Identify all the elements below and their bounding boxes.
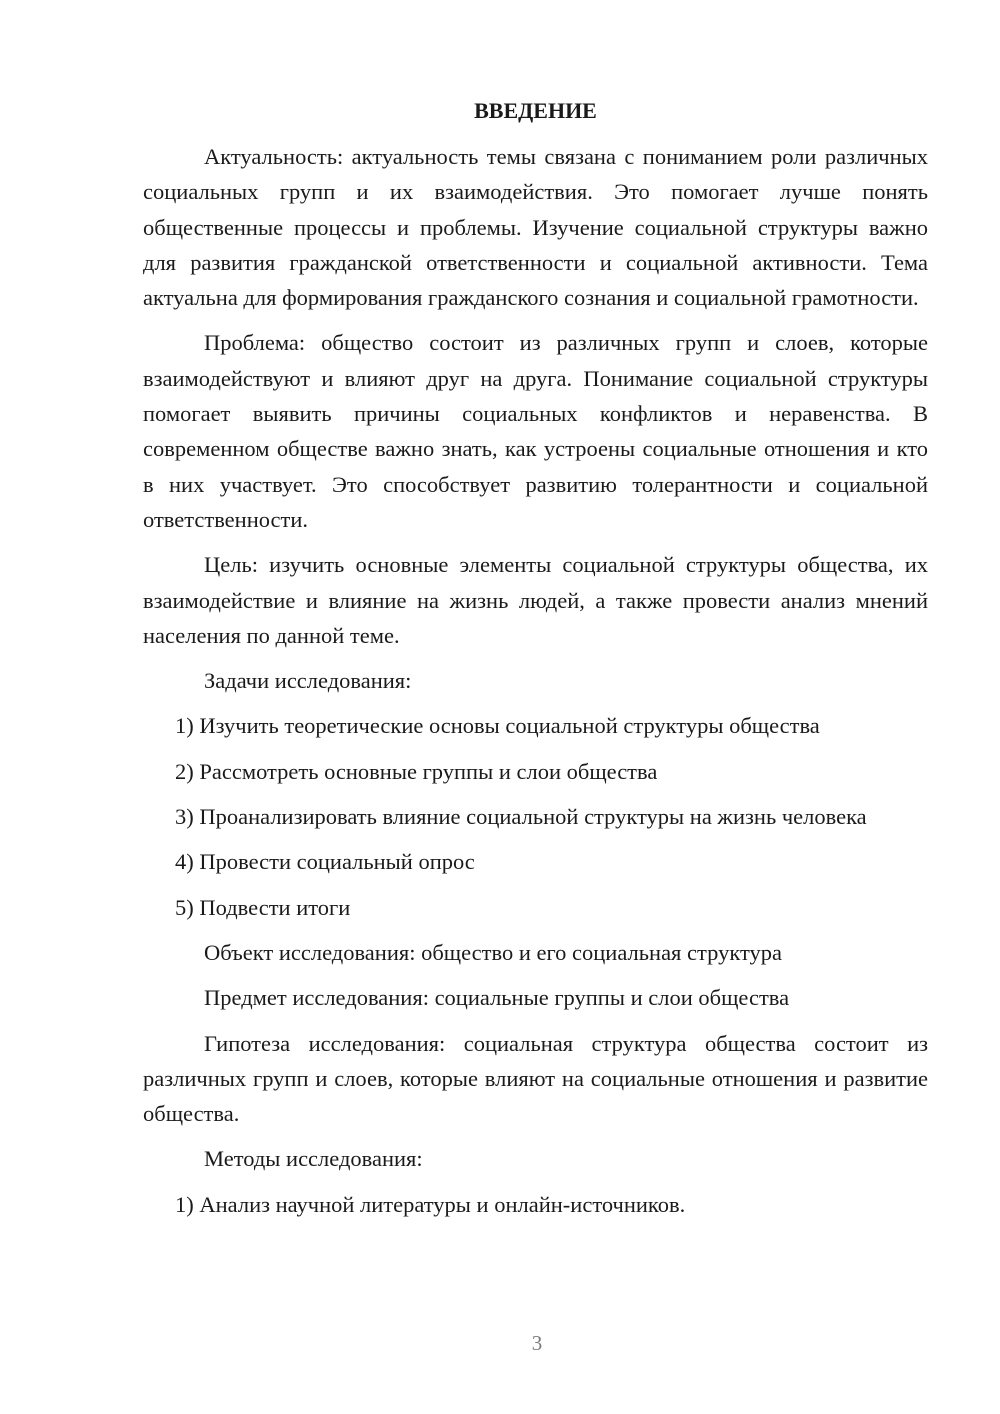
- task-item: 3) Проанализировать влияние социальной структуры на жизнь человека: [175, 804, 867, 830]
- relevance-paragraph: Актуальность: актуальность темы связана с пониманием роли различных социальных групп и их взаимодействия. Это помогает лучше понять общественные процессы и проблемы. Изучение социальной структуры важно для развития гражданской ответственности и социальной активности. Тема актуальна для формирования гражданского сознания и социальной грамотности.: [143, 144, 928, 311]
- task-item: 2) Рассмотреть основные группы и слои общества: [175, 758, 658, 784]
- section-title: ВВЕДЕНИЕ: [474, 98, 597, 123]
- method-item: 1) Анализ научной литературы и онлайн-источников.: [175, 1191, 686, 1217]
- hypothesis-paragraph: Гипотеза исследования: социальная структура общества состоит из различных групп и слоев, которые влияют на социальные отношения и развитие общества.: [143, 1030, 928, 1127]
- object-paragraph: Объект исследования: общество и его социальная структура: [204, 939, 782, 965]
- task-item: 5) Подвести итоги: [175, 894, 351, 920]
- tasks-heading: Задачи исследования:: [204, 668, 412, 694]
- goal-paragraph: Цель: изучить основные элементы социальной структуры общества, их взаимодействие и влияние на жизнь людей, а также провести анализ мнений населения по данной теме.: [143, 552, 928, 648]
- subject-paragraph: Предмет исследования: социальные группы и слои общества: [204, 985, 790, 1011]
- problem-paragraph: Проблема: общество состоит из различных групп и слоев, которые взаимодействуют и влияют друг на друга. Понимание социальной структуры помогает выявить причины социальных конфликтов и неравенства. В современном обществе важно знать, как устроены социальные отношения и кто в них участвует. Это способствует развитию толерантности и социальной ответственности.: [143, 330, 928, 532]
- task-item: 1) Изучить теоретические основы социальной структуры общества: [175, 713, 820, 739]
- page-content: [143, 96, 928, 1232]
- task-item: 4) Провести социальный опрос: [175, 849, 475, 875]
- methods-heading: Методы исследования:: [204, 1146, 423, 1172]
- page-number: 3: [531, 1331, 543, 1355]
